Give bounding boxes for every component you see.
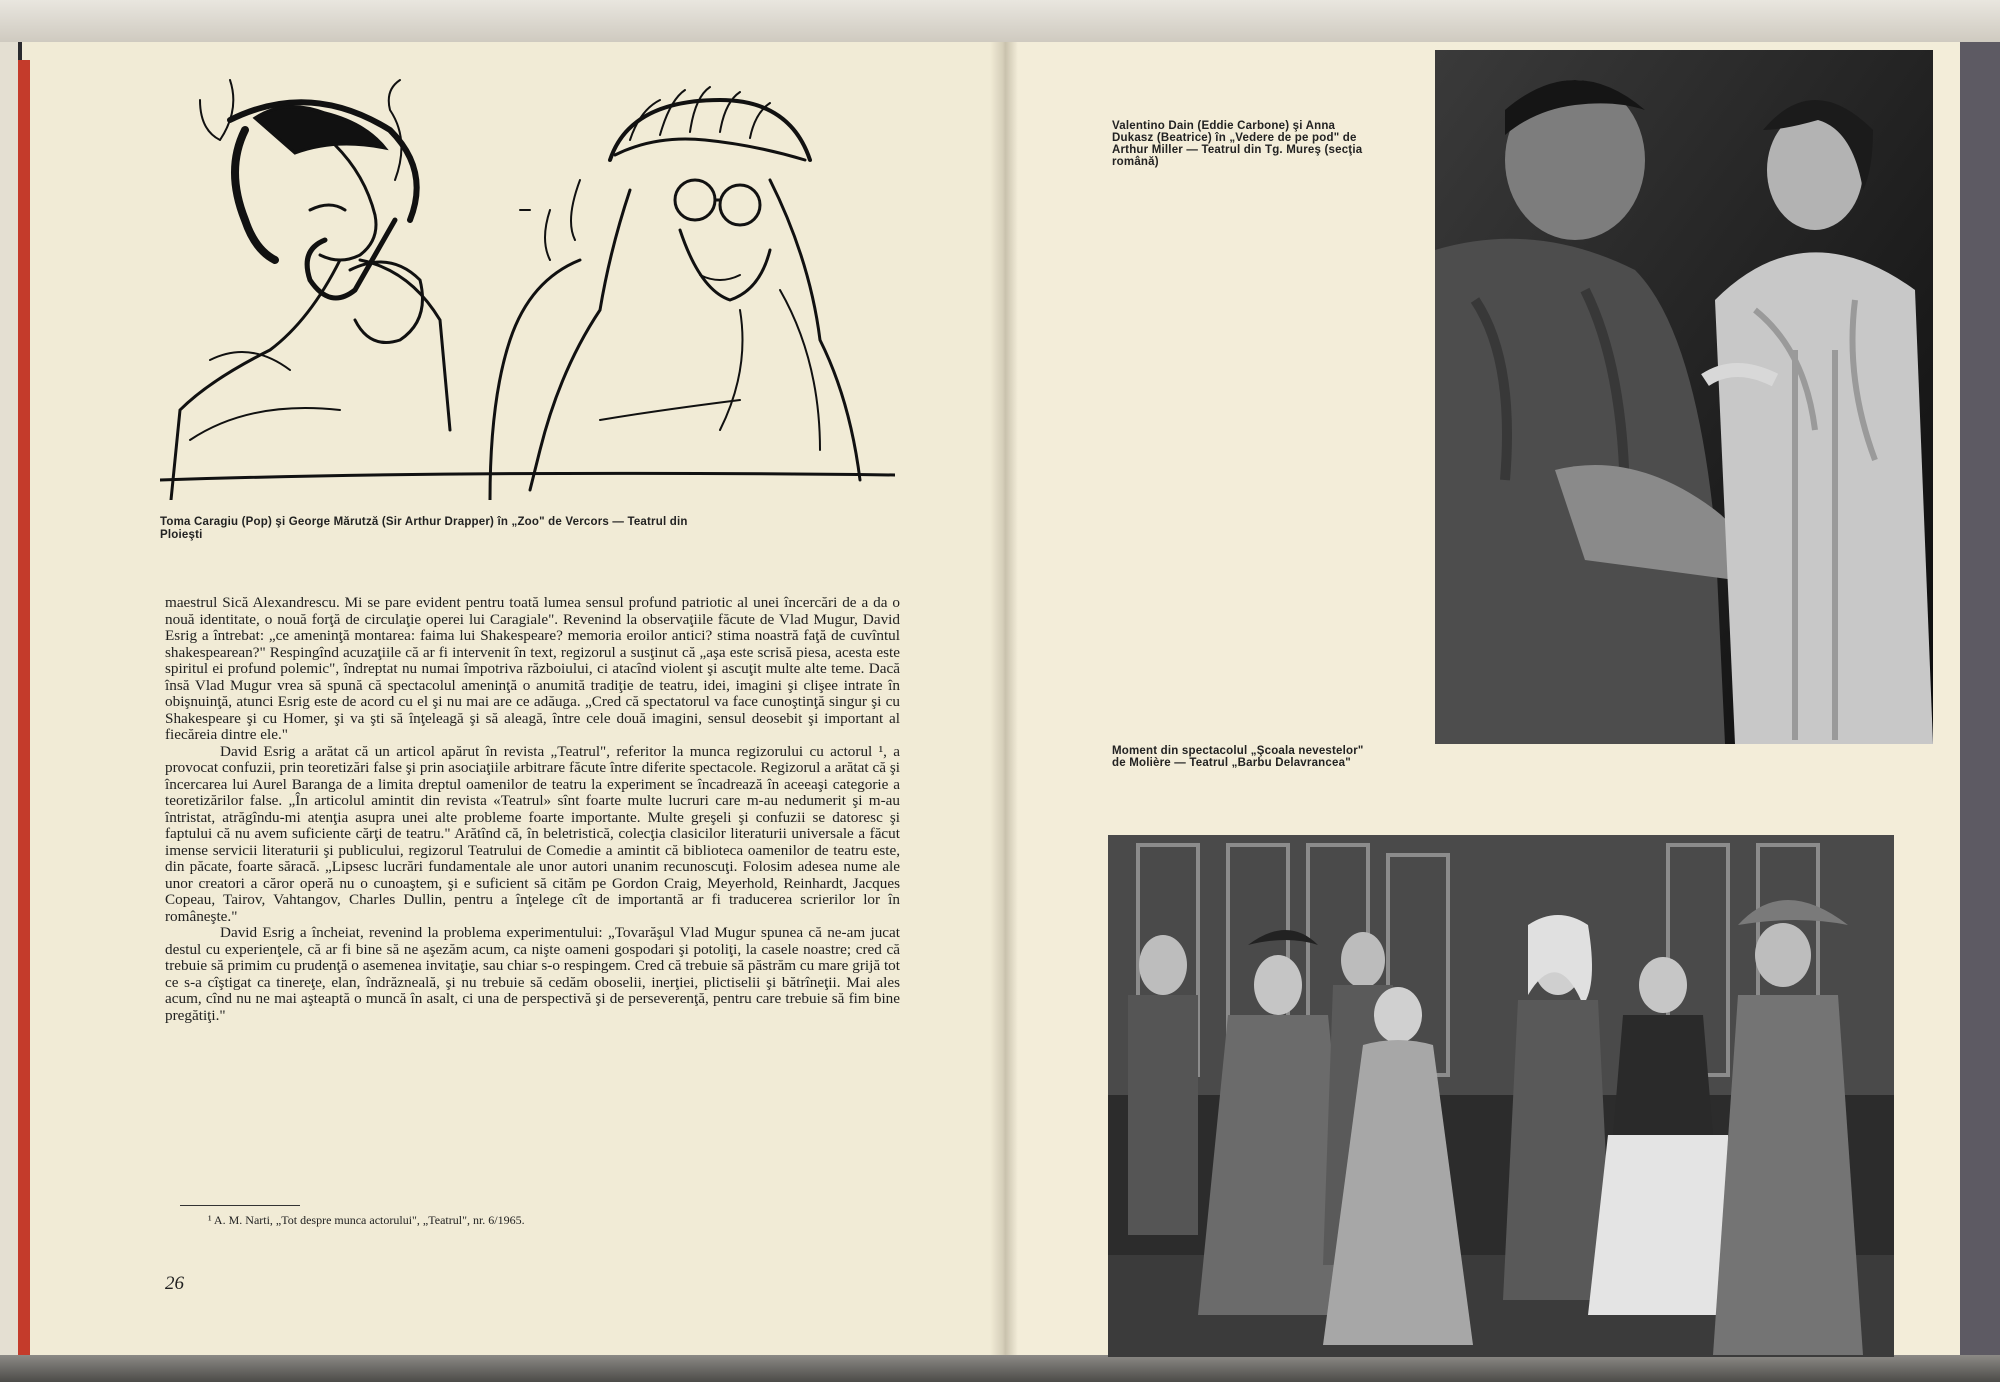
photo-vedere-de-pe-pod [1435,50,1933,744]
photo2-caption: Moment din spectacolul „Şcoala nevestelor" de Molière — Teatrul „Barbu Delavrancea" [1112,745,1364,769]
sketch-caption: Toma Caragiu (Pop) şi George Mărutză (Sir Arthur Drapper) în „Zoo" de Vercors — Teatrul din Ploieşti [160,516,688,541]
article-body [165,595,900,1024]
top-edge [0,0,2000,42]
cover-right-edge [1960,42,2000,1357]
book-gutter [990,42,1018,1357]
photo1-caption: Valentino Dain (Eddie Carbone) şi Anna Dukasz (Beatrice) în „Vedere de pe pod" de Arthur Miller — Teatrul din Tg. Mureş (secţia română) [1112,120,1363,168]
photo-scoala-nevestelor [1108,835,1894,1357]
paragraph-1: maestrul Sică Alexandrescu. Mi se pare evident pentru toată lumea sensul profund patriotic al unei încercări de a da o nouă identitate, o nouă forţă de circulaţie operei lui Caragiale". Revenind la observaţiile făcute de Vlad Mugur, David Esrig a întrebat: „ce ameninţă montarea: faima lui Shakespeare? memoria eroilor antici? stima noastră faţă de cuvîntul shakespearean?" Respingînd acuzaţiile că ar fi intervenit în text, regizorul a susţinut că „aşa este scrisă piesa, acesta este spiritul ei profund polemic", îndreptat nu numai împotriva războiului, ci atacînd violent şi ascuţit multe alte teme. Dacă însă Vlad Mugur vrea să spună că spectacolul ameninţă o anumită tradiţie de teatru, idei, imagini şi clişee intrate în obişnuinţă, atunci Esrig este de acord cu el şi nu mai are ce adăuga. „Cred că spectatorul va face cunoştinţă singur şi cu Shakespeare şi cu Homer, şi va şti să înţeleagă şi să aleagă, între cele două imagini, sensul deosebit şi important al fiecăreia dintre ele." [165,594,900,743]
bottom-edge [0,1355,2000,1382]
footnote-divider [180,1205,300,1206]
paragraph-2: David Esrig a arătat că un articol apărut în revista „Teatrul", referitor la munca regizorului cu actorul ¹, a provocat confuzii, prin teoretizări false şi prin asociaţiile arbitrare făcute între diferite spectacole. Regizorul a arătat că şi încercarea lui Aurel Baranga de a limita dreptul oamenilor de teatru la experiment se încadrează în aceeaşi categorie a teoretizărilor false. „În articolul amintit din revista «Teatrul» sînt foarte multe lucruri care m-au nedumerit şi m-au întristat, atrăgîndu-mi atenţia asupra unei alte probleme foarte importante. Multe greşeli şi confuzii se datoresc şi faptului că nu avem suficiente cărţi de teatru." Arătînd că, în beletristică, colecţia clasicilor literaturii universale a făcut imense servicii literaturii şi publicului, regizorul Teatrului de Comedie a amintit că biblioteca oamenilor de teatru este, din păcate, foarte săracă. „Lipsesc lucrări fundamentale ale unor autori unanim recunoscuţi. Folosim adesea nume ale unor creatori a căror operă nu o cunoaştem, şi e suficient să cităm pe Gordon Craig, Meyerhold, Reinhardt, Jacques Copeau, Tairov, Vahtangov, Charles Dullin, pentru a înţelege cît de importantă ar fi traducerea scrierilor lor în româneşte." [165,742,900,925]
red-spine-edge [18,60,30,1355]
cover-left-edge [0,42,18,1357]
paragraph-3: David Esrig a încheiat, revenind la problema experimentului: „Tovarăşul Vlad Mugur spunea că ne-am jucat destul cu experienţele, că ar fi bine să ne aşezăm acum, ca nişte oameni gospodari şi potoliţi, la casele noastre; cred că trebuie să primim cu prudenţă o asemenea invitaţie, sau chiar s-o respingem. Cred că trebuie să păstrăm cu mare grijă tot ce s-a cîştigat ca tinereţe, elan, îndrăzneală, şi nu trebuie să cedăm oboselii, inerţiei, plictiselii şi bătrîneţii. Mai ales acum, cînd nu ne mai aşteaptă o muncă în asalt, ci una de perspectivă şi de perseverenţă, pentru care trebuie să fim bine pregătiţi." [165,924,900,1024]
footnote: ¹ A. M. Narti, „Tot despre munca actorului", „Teatrul", nr. 6/1965. [208,1213,525,1227]
page-number: 26 [165,1273,184,1294]
caricature-sketch [160,60,895,500]
